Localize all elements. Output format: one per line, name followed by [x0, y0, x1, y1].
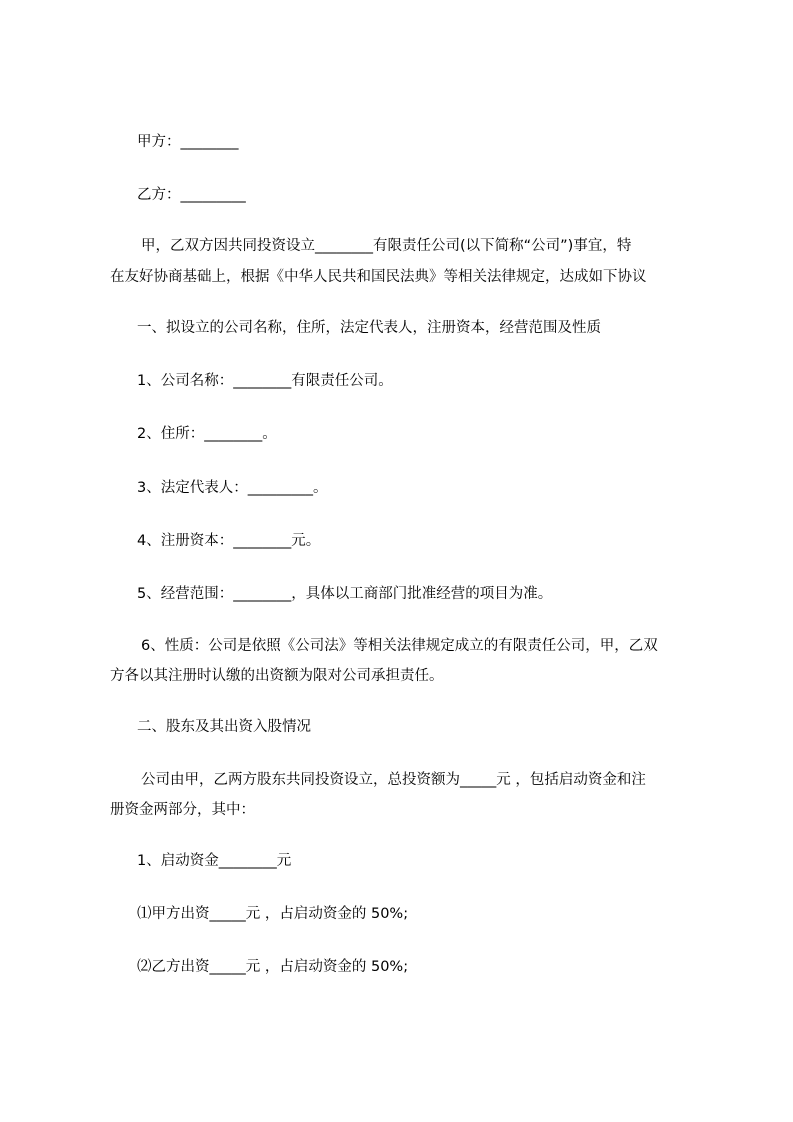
section-2-title: 二、股东及其出资入股情况 [137, 719, 311, 735]
clause-nature-line-1: 6、性质：公司是依照《公司法》等相关法律规定成立的有限责任公司，甲，乙双 [141, 638, 658, 654]
clause-business-scope: 5、经营范围：________，具体以工商部门批准经营的项目为准。 [137, 586, 553, 602]
clause-registered-capital: 4、注册资本：________元。 [137, 533, 321, 549]
clause-nature-line-2: 方各以其注册时认缴的出资额为限对公司承担责任。 [110, 668, 444, 684]
investment-paragraph-line-1: 公司由甲，乙两方股东共同投资设立，总投资额为_____元 ，包括启动资金和注 [141, 772, 646, 788]
intro-paragraph-line-1: 甲，乙双方因共同投资设立________有限责任公司(以下简称“公司”)事宜，特 [141, 238, 632, 254]
intro-paragraph-line-2: 在友好协商基础上，根据《中华人民共和国民法典》等相关法律规定，达成如下协议 [110, 269, 647, 285]
party-b-line: 乙方：_________ [137, 187, 246, 203]
startup-fund-line: 1、启动资金________元 [137, 853, 292, 869]
investment-paragraph-line-2: 册资金两部分，其中： [110, 802, 255, 818]
clause-company-name: 1、公司名称：________有限责任公司。 [137, 373, 393, 389]
party-a-contribution-line: ⑴甲方出资_____元 ，占启动资金的 50%; [137, 906, 409, 922]
clause-address: 2、住所：________。 [137, 426, 277, 442]
clause-legal-representative: 3、法定代表人：_________。 [137, 480, 328, 496]
party-a-line: 甲方：________ [137, 134, 239, 150]
party-b-contribution-line: ⑵乙方出资_____元 ，占启动资金的 50%; [137, 959, 409, 975]
section-1-title: 一、拟设立的公司名称，住所，法定代表人，注册资本，经营范围及性质 [137, 320, 601, 336]
